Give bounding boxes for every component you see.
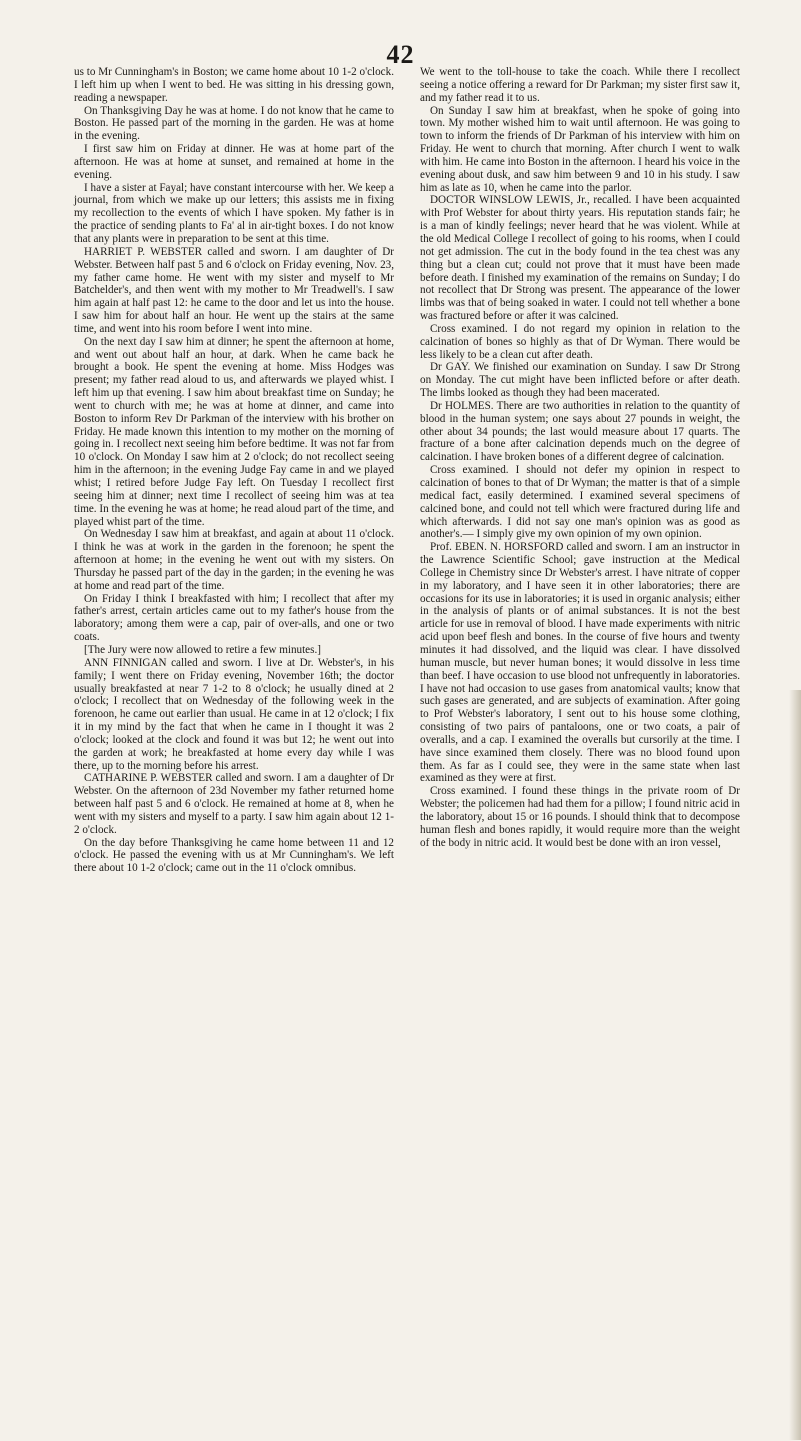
paragraph: Cross examined. I should not defer my opinion in respect to calcination of bones to that of Dr Wyman; the matter is that of a simple medical fact, easily determined. I examined several specimens of calcined bone, and could not tell which were fractured during life and which afterwards. I did not say one man's opinion was as good as another's.— I simply give my own opinion of my own opinion. — [420, 464, 740, 541]
paragraph: I have a sister at Fayal; have constant intercourse with her. We keep a journal, from which we make up our letters; this assists me in fixing my recollection to the events of which I have spoken. My father is in the practice of sending plants to Fa' al in air-tight boxes. I do not know that any plants were in preparation to be sent at this time. — [74, 181, 394, 245]
paragraph: On Friday I think I breakfasted with him; I recollect that after my father's arrest, certain articles came out to my father's house from the laboratory; among them were a cap, pair of over-alls, and one or two coats. — [74, 592, 394, 644]
paragraph: Cross examined. I do not regard my opinion in relation to the calcination of bones so highly as that of Dr Wyman. There would be less likely to be a clean cut after death. — [420, 322, 740, 361]
paragraph: I first saw him on Friday at dinner. He was at home part of the afternoon. He was at home at sunset, and remained at home in the evening. — [74, 143, 394, 181]
page-edge-shadow — [789, 690, 801, 1440]
paragraph: On Thanksgiving Day he was at home. I do not know that he came to Boston. He passed part of the morning in the garden. He was at home in the evening. — [74, 104, 394, 143]
paragraph: Dr GAY. We finished our examination on Sunday. I saw Dr Strong on Monday. The cut might have been inflicted before or after death. The limbs looked as though they had been macerated. — [420, 361, 740, 400]
left-column — [74, 66, 394, 875]
paragraph: DOCTOR WINSLOW LEWIS, Jr., recalled. I have been acquainted with Prof Webster for about thirty years. His reputation stands fair; he is a man of kindly feelings; never heard that he was violent. While at the old Medical College I recollect of going to his rooms, when I could not get admission. The cut in the body found in the tea chest was any thing but a clean cut; could not prove that it must have been made before death. I finished my examination of the remains on Sunday; I do not recollect that Dr Strong was present. The appearance of the lower limbs was that of being soaked in water. I could not tell whether a bone was fractured before or after it was calcined. — [420, 194, 740, 323]
right-column — [420, 66, 740, 875]
paragraph: Dr HOLMES. There are two authorities in relation to the quantity of blood in the human system; one says about 27 pounds in weight, the other about 34 pounds; the last would measure about 17 quarts. The fracture of a bone after calcination depends much on the degree of calcination. I have broken bones of a different degree of calcination. — [420, 399, 740, 464]
paragraph: Cross examined. I found these things in the private room of Dr Webster; the policemen had had them for a pillow; I found nitric acid in the laboratory, about 15 or 16 pounds. I should think that to decompose human flesh and bones rapidly, it would require more than the weight of the body in nitric acid. It would best be done with an iron vessel, — [420, 785, 740, 849]
text-columns — [74, 66, 740, 875]
paragraph: On the next day I saw him at dinner; he spent the afternoon at home, and went out about half an hour, at dark. When he came back he brought a book. He spent the evening at home. Miss Hodges was present; my father read aloud to us, and afterwards we played whist. I left him up that evening. I saw him about breakfast time on Sunday; he went to church with me; he was at home at dinner, and came into Boston to inform Rev Dr Parkman of the interview with his brother on Friday. He made known this intention to my mother on the morning of going in. I recollect next seeing him before bedtime. It was not far from 10 o'clock. On Monday I saw him at 2 o'clock; do not recollect seeing him in the afternoon; in the evening Judge Fay came in and we played whist; I retired before Judge Fay left. On Tuesday I recollect first seeing him at dinner; next time I recollect of seeing him was at tea time. In the evening he was at home; he read aloud part of the time, and played whist part of the time. — [74, 335, 394, 528]
paragraph: Prof. EBEN. N. HORSFORD called and sworn. I am an instructor in the Lawrence Scientific School; gave instruction at the Medical College in Chemistry since Dr Webster's arrest. I have nitrate of copper in my laboratory, and I have seen it in other laboratories; there are occasions for its use in laboratories; it is used in organic analysis; either in the analysis of plants or of animal substances. It is not the best article for use in removal of blood. I have made experiments with nitric acid upon beef flesh and bones. In the course of five hours and twenty minutes it had dissolved, and the liquid was clear. I have dissolved human muscle, but never human bones; it would dissolve in less time than beef. I have occasion to use blood not unfrequently in laboratories. I have not had occasion to use gases from anatomical vaults; know that such gases are generated, and are subjects of examination. After going to Prof Webster's laboratory, I sent out to his house some clothing, consisting of two pairs of pantaloons, one or two coats, a pair of overalls, and a cap. I examined the overalls but cursorily at the time. I have since examined them closely. There was no blood found upon them. As far as I could see, they were in the same state when last examined as they were at first. — [420, 541, 740, 785]
page-number: 42 — [386, 40, 415, 69]
paragraph: On the day before Thanksgiving he came home between 11 and 12 o'clock. He passed the evening with us at Mr Cunningham's. We left there about 10 1-2 o'clock; came out in the 11 o'clock omnibus. — [74, 836, 394, 875]
paragraph: We went to the toll-house to take the coach. While there I recollect seeing a notice offering a reward for Dr Parkman; my sister first saw it, and my father read it to us. — [420, 66, 740, 104]
paragraph: On Wednesday I saw him at breakfast, and again at about 11 o'clock. I think he was at work in the garden in the forenoon; he spent the afternoon at home; in the evening he went out with my sisters. On Thursday he passed part of the day in the garden; in the evening he was at home and read part of the time. — [74, 528, 394, 592]
paragraph: CATHARINE P. WEBSTER called and sworn. I am a daughter of Dr Webster. On the afternoon of 23d November my father returned home between half past 5 and 6 o'clock. He remained at home at 8, when he went with my sisters and myself to a party. I saw him again about 12 1-2 o'clock. — [74, 772, 394, 836]
paragraph: HARRIET P. WEBSTER called and sworn. I am daughter of Dr Webster. Between half past 5 and 6 o'clock on Friday evening, Nov. 23, my father came home. He went with my sister and myself to Mr Batchelder's, and then went with my mother to Mr Treadwell's. I saw him again at half past 12: he came to the door and let us into the house. I saw him for about half an hour. He went up the stairs at the same time, and went into his room before I went into mine. — [74, 245, 394, 335]
paragraph: [The Jury were now allowed to retire a few minutes.] — [84, 643, 321, 656]
paragraph: On Sunday I saw him at breakfast, when he spoke of going into town. My mother wished him to wait until afternoon. He was going to town to inform the friends of Dr Parkman of his interview with him on Friday. He went to church that morning. After church I went to walk with him. He came into Boston in the afternoon. I heard his voice in the evening about dusk, and saw him between 9 and 10 in his study. I saw him as late as 10, when he came into the parlor. — [420, 104, 740, 194]
paragraph: ANN FINNIGAN called and sworn. I live at Dr. Webster's, in his family; I went there on Friday evening, November 16th; the doctor usually breakfasted at near 7 1-2 to 8 o'clock; he usually dined at 2 o'clock; I recollect that on Wednesday of the following week in the forenoon, he came out earlier than usual. He came in at 12 o'clock; I fix it in my mind by the fact that when he came in I thought it was 2 o'clock; looked at the clock and found it was but 12; he went out into the garden at work; he breakfasted at home every day while I was there, up to the morning before his arrest. — [74, 656, 394, 772]
paragraph: us to Mr Cunningham's in Boston; we came home about 10 1-2 o'clock. I left him up when I went to bed. He was sitting in his dressing gown, reading a newspaper. — [74, 66, 394, 104]
